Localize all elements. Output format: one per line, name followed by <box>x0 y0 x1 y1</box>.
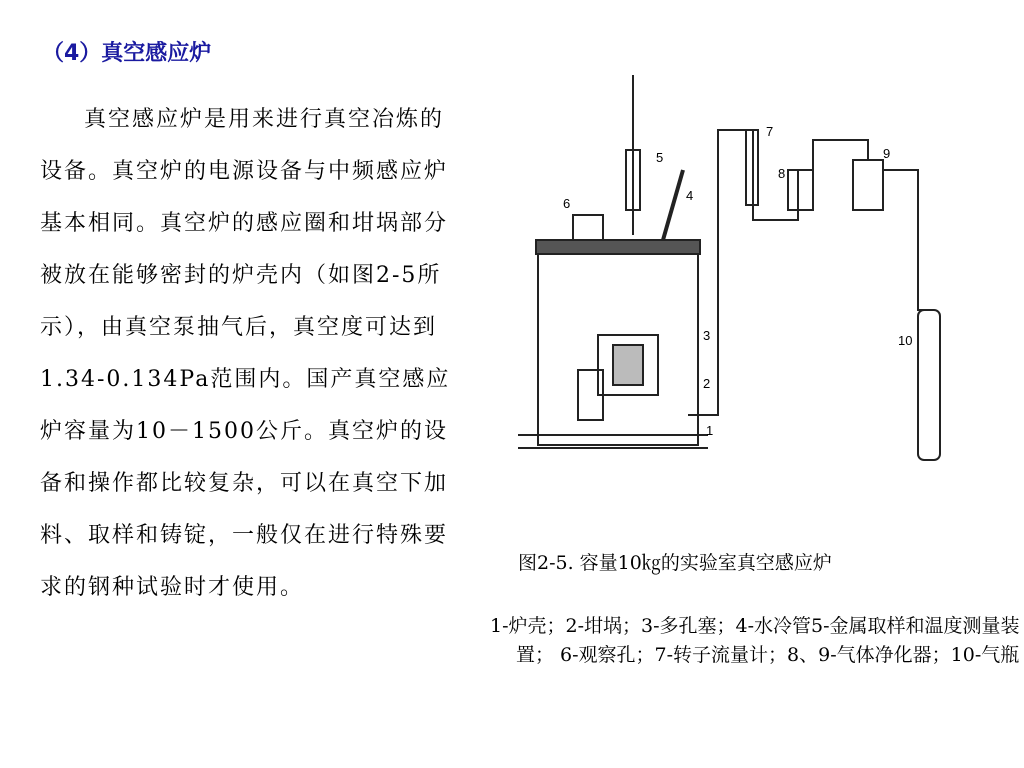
label-10: 10 <box>898 333 913 348</box>
label-3: 3 <box>703 328 711 343</box>
figure-legend: 1-炉壳；2-坩埚；3-多孔塞；4-水冷管5-金属取样和温度测量装置； 6-观察孔；7-转子流量计；8、9-气体净化器；10-气瓶 <box>490 615 1020 666</box>
label-9: 9 <box>883 146 891 161</box>
label-1: 1 <box>706 423 714 438</box>
figure-caption: 图2-5. 容量10㎏的实验室真空感应炉 <box>518 552 832 574</box>
vacuum-furnace-diagram <box>478 60 1018 540</box>
label-8: 8 <box>778 166 786 181</box>
label-6: 6 <box>563 196 571 211</box>
label-7: 7 <box>766 124 774 139</box>
label-4: 4 <box>686 188 694 203</box>
body-paragraph <box>40 94 460 614</box>
section-heading: （4）真空感应炉 <box>42 41 212 66</box>
water-cooled-pipe <box>663 170 683 240</box>
paragraph-text: 真空感应炉是用来进行真空冶炼的设备。真空炉的电源设备与中频感应炉基本相同。真空炉的感应圈和坩埚部分被放在能够密封的炉壳内（如图2-5所示），由真空泵抽气后，真空度可达到1.34-0.134Pa范围内。国产真空感应炉容量为10－1500公斤。真空炉的设备和操作都比较复杂，可以在真空下加料、取样和铸锭，一般仅在进行特殊要求的钢种试验时才使用。 <box>40 107 451 600</box>
gas-purifier-9 <box>853 160 883 210</box>
label-2: 2 <box>703 376 711 391</box>
gas-cylinder <box>918 310 940 460</box>
gas-purifier-8 <box>788 170 813 210</box>
label-5: 5 <box>656 150 664 165</box>
observation-port <box>573 215 603 240</box>
